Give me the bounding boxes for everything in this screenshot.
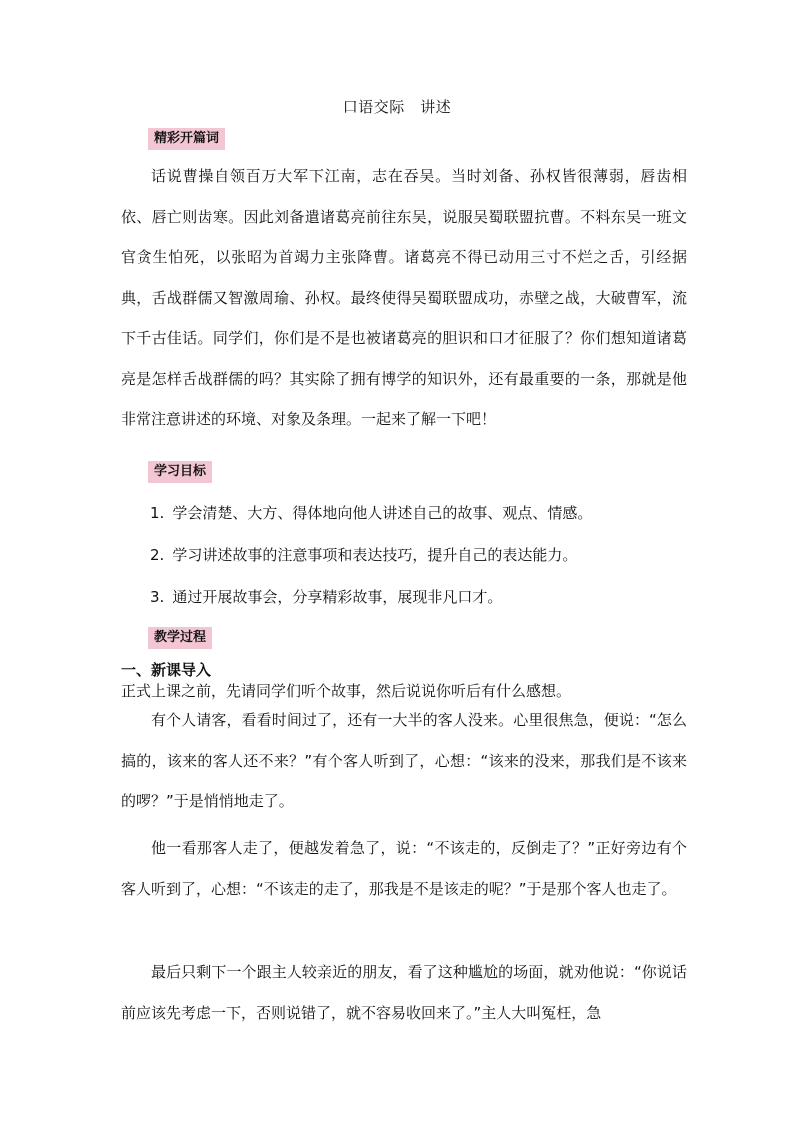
section-label-goals: 学习目标	[148, 461, 212, 483]
goal-text: 学会清楚、大方、得体地向他人讲述自己的故事、观点、情感。	[172, 504, 593, 522]
opening-paragraph: 话说曹操自领百万大军下江南，志在吞吴。当时刘备、孙权皆很薄弱，唇齿相依、唇亡则齿寒。因此刘备遣诸葛亮前往东吴，说服吴蜀联盟抗曹。不料东吴一班文官贪生怕死，以张昭为首竭力主张降曹。诸葛亮不得已动用三寸不烂之舌，引经据典，舌战群儒又智激周瑜、孙权。最终使得吴蜀联盟成功，赤壁之战，大破曹军，流下千古佳话。同学们，你们是不是也被诸葛亮的胆识和口才征服了？你们想知道诸葛亮是怎样舌战群儒的吗？其实除了拥有博学的知识外，还有最重要的一条，那就是他非常注意讲述的环境、对象及条理。一起来了解一下吧！	[121, 167, 687, 428]
goal-text: 学习讲述故事的注意事项和表达技巧，提升自己的表达能力。	[172, 546, 578, 564]
story-paragraph-3: 最后只剩下一个跟主人较亲近的朋友，看了这种尴尬的场面，就劝他说：“你说话前应该先考虑一下，否则说错了，就不容易收回来了。”主人大叫冤枉，急	[121, 963, 687, 1022]
section-label-process: 教学过程	[148, 627, 212, 649]
story-paragraph-1: 有个人请客，看看时间过了，还有一大半的客人没来。心里很焦急，便说：“怎么搞的，该来的客人还不来？”有个客人听到了，心想：“该来的没来，那我们是不该来的啰？”于是悄悄地走了。	[121, 711, 687, 810]
section-label-opening: 精彩开篇词	[148, 128, 225, 150]
subheading-intro: 一、新课导入	[121, 661, 212, 679]
goal-number: 3.	[150, 588, 165, 606]
goal-number: 2.	[150, 546, 165, 564]
goal-text: 通过开展故事会，分享精彩故事，展现非凡口才。	[172, 588, 503, 606]
goal-item-2	[150, 544, 577, 565]
story-paragraph-2: 他一看那客人走了，便越发着急了，说：“不该走的，反倒走了？”正好旁边有个客人听到了，心想：“不该走的走了，那我是不是该走的呢？”于是那个客人也走了。	[121, 839, 687, 898]
page-title: 口语交际 讲述	[342, 98, 452, 116]
process-intro-line: 正式上课之前，先请同学们听个故事，然后说说你听后有什么感想。	[121, 682, 572, 700]
goal-item-3	[150, 586, 502, 607]
goal-item-1	[150, 502, 592, 523]
goal-number: 1.	[150, 504, 165, 522]
